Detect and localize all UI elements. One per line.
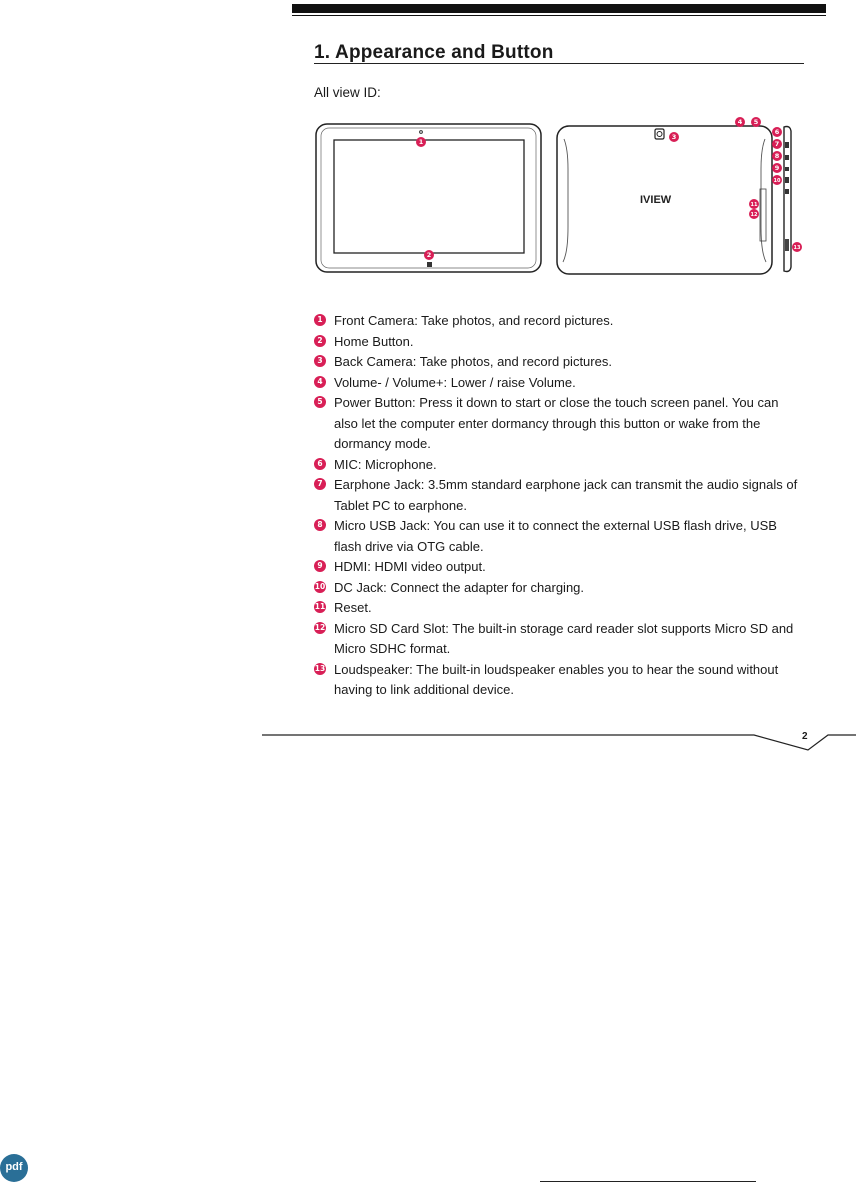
- feature-item: [314, 352, 804, 373]
- callout-label: 12: [750, 212, 758, 219]
- feature-item: [314, 660, 804, 701]
- feature-item: [314, 393, 804, 455]
- callout-label: 2: [426, 251, 432, 260]
- callout-label: 9: [774, 164, 780, 173]
- feature-text: Volume- / Volume+: Lower / raise Volume.: [334, 374, 576, 390]
- number-badge-icon: 8: [314, 519, 326, 531]
- feature-item: [314, 373, 804, 394]
- callout-label: 11: [750, 202, 758, 209]
- callout-label: 5: [753, 118, 759, 127]
- number-badge-icon: 13: [314, 663, 326, 673]
- tablet-side-view: [784, 127, 791, 272]
- feature-text: Loudspeaker: The built-in loudspeaker enables you to hear the sound without having to link additional device.: [334, 661, 779, 697]
- feature-text: MIC: Microphone.: [334, 456, 437, 472]
- feature-list: [314, 311, 804, 701]
- number-badge-icon: 6: [314, 458, 326, 470]
- header-bar: [292, 4, 826, 13]
- feature-text: Earphone Jack: 3.5mm standard earphone jack can transmit the audio signals of Tablet PC to earphone.: [334, 477, 798, 513]
- footer-rule: [262, 725, 858, 755]
- feature-item: [314, 475, 804, 516]
- feature-text: Home Button.: [334, 333, 414, 349]
- brand-logo: IVIEW: [640, 194, 672, 206]
- callout-label: 6: [774, 128, 780, 137]
- feature-text: Back Camera: Take photos, and record pictures.: [334, 354, 612, 369]
- heading-underline: [314, 63, 804, 64]
- number-badge-icon: 12: [314, 622, 326, 632]
- feature-item: [314, 332, 804, 353]
- bottom-rule: [540, 1181, 756, 1182]
- number-badge-icon: 10: [314, 581, 326, 591]
- number-badge-icon: 1: [314, 314, 326, 326]
- number-badge-icon: 7: [314, 478, 326, 490]
- feature-item: [314, 557, 804, 578]
- callout-label: 4: [737, 118, 743, 127]
- header-rule: [292, 15, 826, 16]
- feature-text: Micro USB Jack: You can use it to connect the external USB flash drive, USB flash drive via OTG cable.: [334, 518, 777, 554]
- callout-label: 8: [774, 152, 780, 161]
- feature-text: Power Button: Press it down to start or close the touch screen panel. You can also let the computer enter dormancy through this button or wake from the dormancy mode.: [334, 395, 779, 451]
- number-badge-icon: 5: [314, 396, 326, 408]
- tablet-front-view: [316, 124, 541, 272]
- number-badge-icon: 11: [314, 602, 326, 611]
- number-badge-icon: 3: [314, 355, 326, 367]
- feature-item: [314, 598, 804, 619]
- section-heading: 1. Appearance and Button: [314, 42, 554, 63]
- callout-label: 10: [773, 178, 781, 185]
- page-number: 2: [802, 731, 808, 742]
- feature-text: Reset.: [334, 600, 372, 615]
- feature-item: [314, 619, 804, 660]
- number-badge-icon: 2: [314, 335, 326, 347]
- pdf-logo-icon: pdf: [0, 1154, 28, 1182]
- callout-label: 7: [774, 140, 780, 149]
- feature-text: HDMI: HDMI video output.: [334, 559, 486, 574]
- feature-text: Front Camera: Take photos, and record pictures.: [334, 313, 614, 328]
- feature-item: [314, 455, 804, 476]
- feature-item: [314, 311, 804, 332]
- number-badge-icon: 9: [314, 560, 326, 572]
- callout-label: 13: [793, 245, 801, 252]
- callout-label: 1: [418, 138, 424, 147]
- tablet-back-view: [557, 126, 772, 274]
- feature-item: [314, 578, 804, 599]
- feature-text: Micro SD Card Slot: The built-in storage card reader slot supports Micro SD and Micro SDHC format.: [334, 620, 794, 656]
- tablet-diagram: [312, 117, 812, 277]
- feature-text: DC Jack: Connect the adapter for charging.: [334, 579, 585, 595]
- callout-label: 3: [671, 133, 677, 142]
- number-badge-icon: 4: [314, 376, 326, 388]
- intro-text: All view ID:: [314, 85, 381, 100]
- feature-item: [314, 516, 804, 557]
